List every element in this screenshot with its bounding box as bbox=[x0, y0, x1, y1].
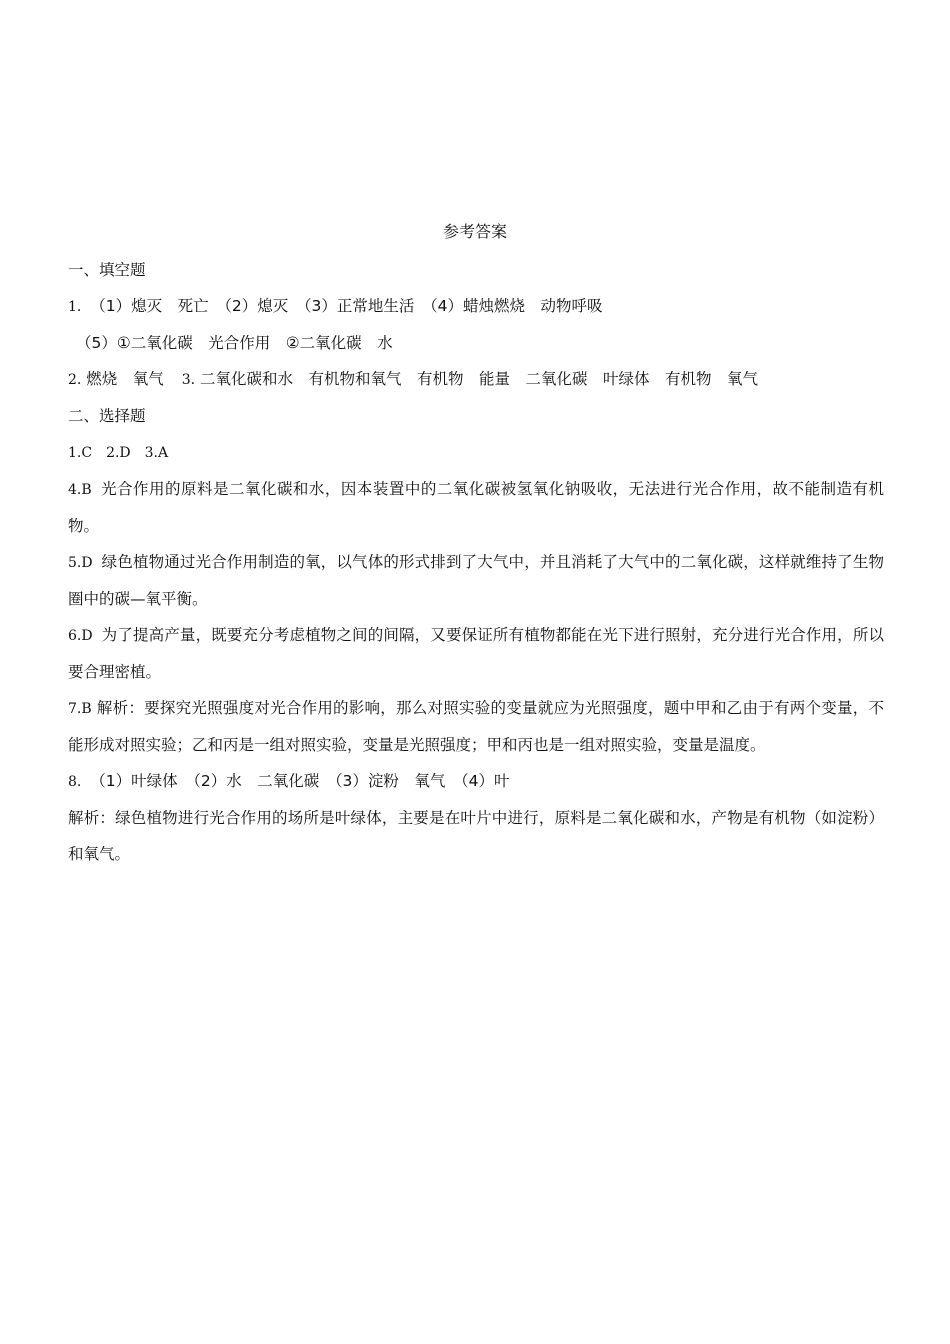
section-heading-choice: 二、选择题 bbox=[68, 407, 146, 425]
q2-label: 2. bbox=[68, 372, 82, 388]
answer-content bbox=[68, 252, 884, 872]
q7-label: 7.B bbox=[68, 701, 92, 717]
q8-answer-text: （1）叶绿体 （2）水 二氧化碳 （3）淀粉 氧气 （4）叶 bbox=[90, 772, 510, 790]
answer-q1-line1 bbox=[68, 288, 884, 325]
q6-label: 6.D bbox=[68, 628, 93, 644]
answer-q5 bbox=[68, 544, 884, 617]
section-heading-fill-in: 一、填空题 bbox=[68, 261, 146, 279]
q8-label: 8. bbox=[68, 774, 82, 790]
q8-analysis: 解析：绿色植物进行光合作用的场所是叶绿体，主要是在叶片中进行，原料是二氧化碳和水，产物是有机物（如淀粉）和氧气。 bbox=[68, 809, 884, 863]
answer-q6 bbox=[68, 617, 884, 690]
answer-q4 bbox=[68, 471, 884, 544]
q3-label: 3. bbox=[181, 372, 196, 388]
answer-q8 bbox=[68, 763, 884, 800]
answer-q1-line2: （5）①二氧化碳 光合作用 ②二氧化碳 水 bbox=[76, 334, 393, 352]
q5-label: 5.D bbox=[68, 555, 93, 571]
q1-label: 1. bbox=[68, 299, 82, 315]
q7-explanation: 解析：要探究光照强度对光合作用的影响，那么对照实验的变量就应为光照强度，题中甲和乙由于有两个变量，不能形成对照实验；乙和丙是一组对照实验，变量是光照强度；甲和丙也是一组对照实验，变量是温度。 bbox=[68, 699, 884, 754]
answer-q2-q3 bbox=[68, 361, 884, 398]
answer-q7 bbox=[68, 690, 884, 763]
q1-answer-text: （1）熄灭 死亡 （2）熄灭 （3）正常地生活 （4）蜡烛燃烧 动物呼吸 bbox=[90, 297, 603, 315]
page-title: 参考答案 bbox=[442, 222, 507, 241]
choice-1-3-text: 1.C 2.D 3.A bbox=[68, 445, 169, 461]
q6-explanation: 为了提高产量，既要充分考虑植物之间的间隔，又要保证所有植物都能在光下进行照射，充分进行光合作用，所以要合理密植。 bbox=[68, 626, 884, 681]
q3-answer-text: 二氧化碳和水 有机物和氧气 有机物 能量 二氧化碳 叶绿体 有机物 氧气 bbox=[199, 370, 758, 388]
q4-label: 4.B bbox=[68, 482, 92, 498]
q2-answer-text: 燃烧 氧气 bbox=[86, 370, 164, 388]
q4-explanation: 光合作用的原料是二氧化碳和水，因本装置中的二氧化碳被氢氧化钠吸收，无法进行光合作用，故不能制造有机物。 bbox=[68, 480, 884, 535]
q5-explanation: 绿色植物通过光合作用制造的氧，以气体的形式排到了大气中，并且消耗了大气中的二氧化碳，这样就维持了生物圈中的碳—氧平衡。 bbox=[68, 553, 884, 608]
choice-answers-1-3 bbox=[68, 434, 884, 471]
